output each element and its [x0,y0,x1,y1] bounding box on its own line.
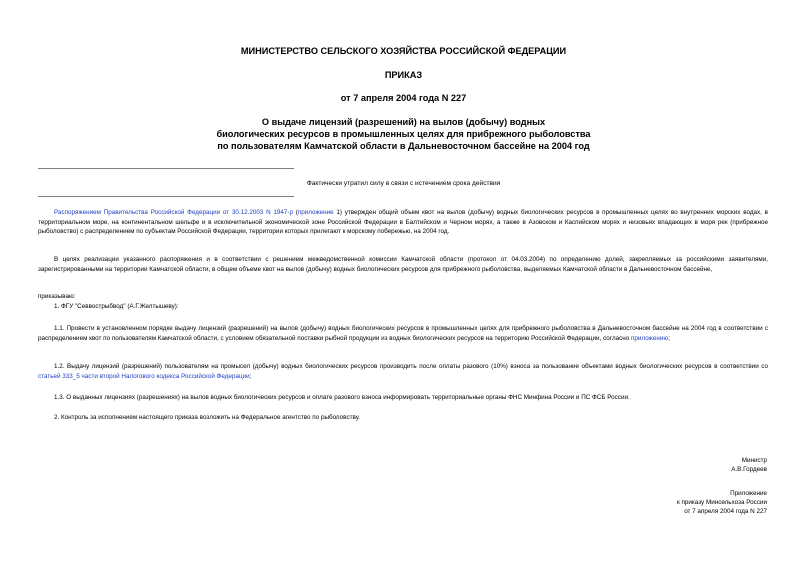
link-government-order[interactable]: Распоряжением Правительства Российской Федерации от 30.12.2003 N 1947-р [54,209,293,216]
doc-date-number: от 7 апреля 2004 года N 227 [340,93,467,103]
appendix-reference [677,489,767,517]
appendix-line-3: от 7 апреля 2004 года N 227 [684,508,767,516]
link-appendix-1[interactable]: приложение [297,209,334,216]
link-appendix[interactable]: приложению [631,334,669,342]
appendix-line-2: к приказу Минсельхоза России [676,499,767,507]
item-1: 1. ФГУ "Севвострыбвод" (А.Г.Желтышеву): [54,303,179,310]
link-tax-code-article[interactable]: статьей 333_5 части второй Налогового кодекса Российской Федерации [38,372,250,380]
divider-bottom [38,196,294,197]
item-1-3: 1.3. О выданных лицензиях (разрешениях) на вылов водных биологических ресурсов и оплате разового взноса информировать территориальные органы ФНС Минфина России и ПС ФСБ России. [54,394,630,401]
signature-position: Министр [741,457,767,464]
doc-title-line-3: по пользователям Камчатской области в Дальневосточном бассейне на 2004 год [217,141,590,151]
paragraph-purpose: В целях реализации указанного распоряжения и в соответствии с решением межведомственной комиссии Камчатской области (протокол от 04.03.2004) по определению долей, закрепляемых за российскими заявителями, зарегистрированными на территории Камчатской области, в общем объеме квот на вылов (добычу) водных биологических ресурсов для прибрежного рыболовства, выделяемых Камчатской области в Дальневосточном бассейне, [38,256,768,273]
item-1-1: 1.1. Провести в установленном порядке выдачу лицензий (разрешений) на вылов (добычу) водных биологических ресурсов в промышленных целях для прибрежного рыболовства в Дальневосточном бассейне на 2004 год в соответствии с распределением квот по пользователям Камчатской области, с условием обязательной поставки рыбной продукции из водных биологических ресурсов на территорию Российской Федерации, согласно приложению; [38,325,768,342]
order-word: приказываю: [38,293,76,300]
doc-type-heading: ПРИКАЗ [384,70,423,80]
signature-block [731,456,767,474]
signature-name: А.В.Гордеев [731,466,767,474]
divider-top [38,168,294,169]
doc-title-line-1: О выдаче лицензий (разрешений) на вылов (добычу) водных [261,117,546,127]
item-2: 2. Контроль за исполнением настоящего приказа возложить на Федеральное агентство по рыболовству. [54,414,360,421]
doc-title-line-2: биологических ресурсов в промышленных целях для прибрежного рыболовства [216,129,591,139]
status-note: Фактически утратил силу в связи с истечением срока действия [306,180,501,187]
appendix-line-1: Приложение [730,490,767,497]
ministry-heading: МИНИСТЕРСТВО СЕЛЬСКОГО ХОЗЯЙСТВА РОССИЙСКОЙ ФЕДЕРАЦИИ [240,46,567,56]
paragraph-preamble: Распоряжением Правительства Российской Федерации от 30.12.2003 N 1947-р (приложение 1) утвержден общий объем квот на вылов (добычу) водных биологических ресурсов в промышленных целях во внутренних морских водах, в территориальном море, на континентальном шельфе и в исключительной экономической зоне Российской Федерации в Балтийском и Черном морях, а также в Азовском и Каспийском морях и низовьях впадающих в моря рек (прибрежное рыболовство) с распределением по субъектам Российской Федерации, территории которых прилегают к морскому побережью, на 2004 год. [38,209,768,236]
item-1-2: 1.2. Выдачу лицензий (разрешений) пользователям на промысел (добычу) водных биологических ресурсов производить после оплаты разового (10%) взноса за пользование объектами водных биологических ресурсов в соответствии со статьей 333_5 части второй Налогового кодекса Российской Федерации; [38,363,768,380]
